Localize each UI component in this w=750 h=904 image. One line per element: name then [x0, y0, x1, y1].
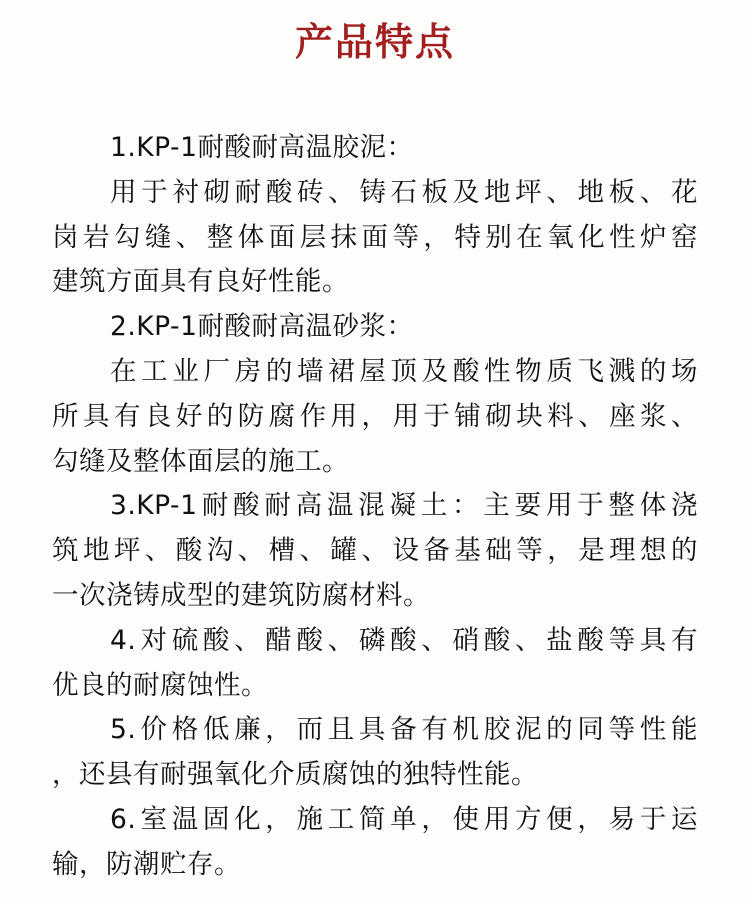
- feature-1-line-2: 岗岩勾缝、整体面层抹面等，特别在氧化性炉窑: [52, 221, 698, 253]
- feature-1-line-3: 建筑方面具有良好性能。: [52, 266, 349, 298]
- feature-4-line-1: 4.对硫酸、醋酸、磷酸、硝酸、盐酸等具有: [110, 624, 698, 656]
- feature-3-line-1: 3.KP-1耐酸耐高温混凝土：主要用于整体浇: [110, 490, 698, 522]
- feature-6-line-2: 输，防潮贮存。: [52, 848, 241, 880]
- feature-2-line-2: 所具有良好的防腐作用，用于铺砌块料、座浆、: [52, 400, 698, 432]
- feature-3-line-3: 一次浇铸成型的建筑防腐材料。: [52, 579, 430, 611]
- feature-5-line-1: 5.价格低廉，而且具备有机胶泥的同等性能: [110, 714, 698, 746]
- feature-3-line-2: 筑地坪、酸沟、槽、罐、设备基础等，是理想的: [52, 535, 698, 567]
- feature-2-heading: 2.KP-1耐酸耐高温砂浆：: [110, 311, 414, 343]
- feature-6-line-1: 6.室温固化，施工简单，使用方便，易于运: [110, 803, 698, 835]
- feature-2-line-3: 勾缝及整体面层的施工。: [52, 445, 349, 477]
- feature-text: [52, 126, 698, 888]
- feature-1-line-1: 用于衬砌耐酸砖、铸石板及地坪、地板、花: [110, 176, 698, 208]
- page-title: 产品特点: [294, 19, 455, 64]
- feature-1-heading: 1.KP-1耐酸耐高温胶泥：: [110, 132, 414, 163]
- feature-5-line-2: ，还县有耐强氧化介质腐蚀的独特性能。: [52, 759, 538, 791]
- feature-2-line-1: 在工业厂房的墙裙屋顶及酸性物质飞溅的场: [110, 355, 698, 387]
- feature-4-line-2: 优良的耐腐蚀性。: [52, 669, 268, 701]
